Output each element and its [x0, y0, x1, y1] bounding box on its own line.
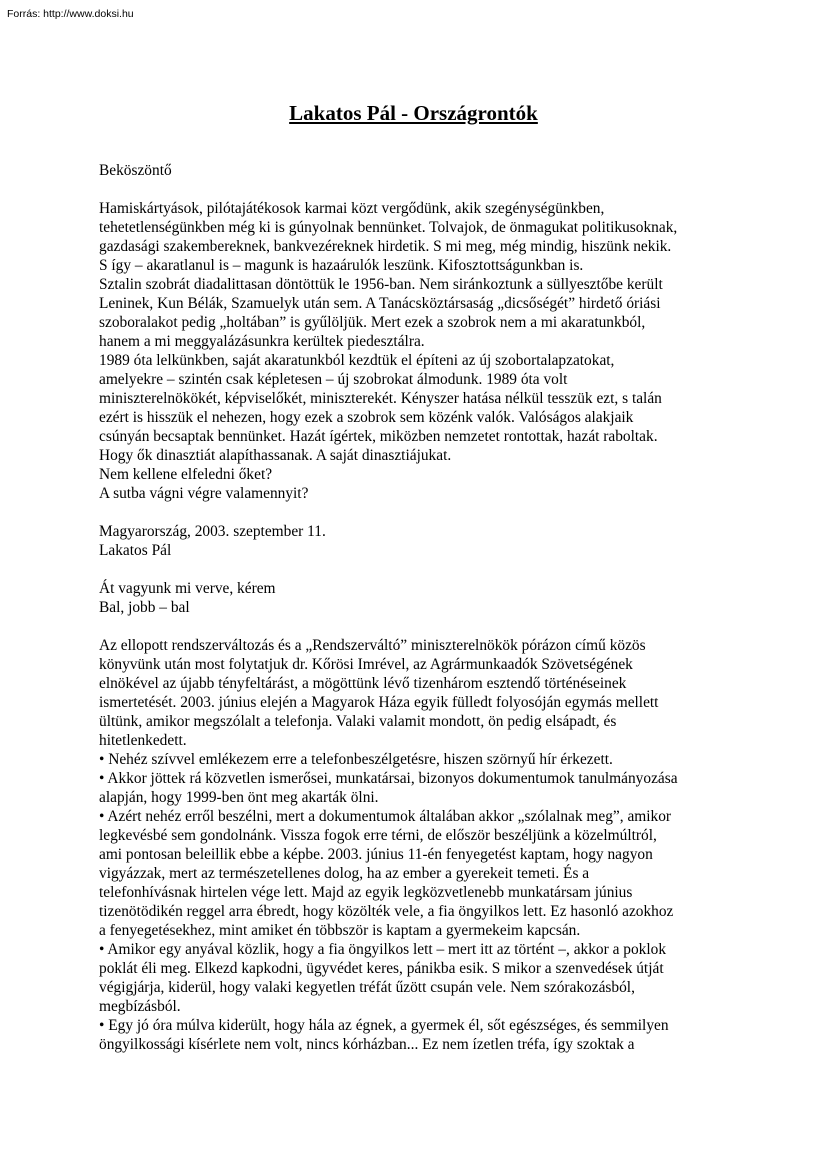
text-line: Át vagyunk mi verve, kérem	[99, 580, 276, 597]
text-line: • Egy jó óra múlva kiderült, hogy hála az égnek, a gyermek él, sőt egészséges, és semmilyen	[99, 1017, 669, 1034]
text-line: ezért is hisszük el nehezen, hogy ezek a szobrok sem közénk valók. Valóságos alakjaik	[99, 409, 634, 426]
text-line: gazdasági szakembereknek, bankvezéreknek hirdetik. S mi meg, még mindig, hiszünk nekik.	[99, 238, 672, 255]
paragraph-gap	[99, 503, 739, 522]
text-line: könyvünk után most folytatjuk dr. Kőrösi Imrével, az Agrármunkaadók Szövetségének	[99, 656, 633, 673]
text-line: ami pontosan beleillik ebbe a képbe. 2003. június 11-én fenyegetést kaptam, hogy nagyon	[99, 846, 653, 863]
text-line: csúnyán becsaptak bennünket. Hazát ígértek, miközben nemzetet rontottak, hazát raboltak.	[99, 428, 658, 445]
paragraph	[99, 522, 739, 560]
text-line: Az ellopott rendszerváltozás és a „Rendszerváltó” miniszterelnökök pórázon című közös	[99, 637, 646, 654]
text-line: végigjárja, kiderül, hogy valaki kegyetlen tréfát űzött csupán vele. Nem szórakozásból,	[99, 979, 635, 996]
text-line: Lakatos Pál	[99, 542, 172, 559]
text-line: elnökével az újabb tényfeltárást, a mögöttünk lévő tizenhárom esztendő történéseinek	[99, 675, 627, 692]
text-line: Sztalin szobrát diadalittasan döntöttük le 1956-ban. Nem siránkoztunk a süllyesztőbe került	[99, 276, 663, 293]
text-line: amelyekre – szintén csak képletesen – új szobrokat álmodunk. 1989 óta volt	[99, 371, 568, 388]
text-line: öngyilkossági kísérlete nem volt, nincs kórházban... Ez nem ízetlen tréfa, így szoktak a	[99, 1036, 635, 1053]
text-line: vigyázzak, mert az természetellenes dolog, ha az ember a gyerekeit temeti. És a	[99, 865, 590, 882]
text-line: • Amikor egy anyával közlik, hogy a fia öngyilkos lett – mert itt az történt –, akkor a poklok	[99, 941, 667, 958]
paragraph-gap	[99, 617, 739, 636]
text-line: • Nehéz szívvel emlékezem erre a telefonbeszélgetésre, hiszen szörnyű hír érkezett.	[99, 751, 613, 768]
text-line: • Azért nehéz erről beszélni, mert a dokumentumok általában akkor „szólalnak meg”, amikor	[99, 808, 672, 825]
text-line: szoboralakot pedig „holtában” is gyűlöljük. Mert ezek a szobrok nem a mi akaratunkból,	[99, 314, 646, 331]
text-line: alapján, hogy 1999-ben önt meg akarták ölni.	[99, 789, 379, 806]
text-line: S így – akaratlanul is – magunk is hazaárulók leszünk. Kifosztottságunkban is.	[99, 257, 584, 274]
text-line: megbízásból.	[99, 998, 181, 1015]
text-line: miniszterelnökökét, képviselőkét, miniszterekét. Kényszer hatása nélkül tesszük ezt, s talán	[99, 390, 662, 407]
text-line: Hamiskártyások, pilótajátékosok karmai közt vergődünk, akik szegénységünkben,	[99, 200, 605, 217]
text-line: telefonhívásnak hirtelen vége lett. Majd az egyik legközvetlenebb munkatársam június	[99, 884, 633, 901]
text-line: ültünk, amikor megszólalt a telefonja. Valaki valamit mondott, ön pedig elsápadt, és	[99, 713, 617, 730]
article-body	[99, 161, 739, 1054]
paragraph	[99, 161, 739, 180]
paragraph-gap	[99, 180, 739, 199]
text-line: Beköszöntő	[99, 162, 172, 179]
text-line: poklát éli meg. Elkezd kapkodni, ügyvédet keres, pánikba esik. S mikor a szenvedések útját	[99, 960, 664, 977]
paragraph	[99, 636, 739, 1054]
text-line: legkevésbé sem gondolnánk. Vissza fogok erre térni, de először beszéljünk a közelmúltról,	[99, 827, 657, 844]
page-title: Lakatos Pál - Országrontók	[289, 101, 538, 125]
source-note: Forrás: http://www.doksi.hu	[7, 8, 134, 20]
text-line: a fenyegetésekhez, mint amiket én többször is kaptam a gyermekeim kapcsán.	[99, 922, 581, 939]
text-line: tizenötödikén reggel arra ébredt, hogy közölték vele, a fia öngyilkos lett. Ez hasonló azokhoz	[99, 903, 674, 920]
paragraph	[99, 199, 739, 503]
text-line: tehetetlenségünkben még ki is gúnyolnak bennünket. Tolvajok, de önmagukat politikusoknak,	[99, 219, 678, 236]
text-line: Bal, jobb – bal	[99, 599, 190, 616]
text-line: Magyarország, 2003. szeptember 11.	[99, 523, 326, 540]
text-line: ismertetését. 2003. június elején a Magyarok Háza egyik fülledt folyosóján egymás mellett	[99, 694, 659, 711]
text-line: Leninek, Kun Bélák, Szamuelyk után sem. A Tanácsköztársaság „dicsőségét” hirdető óriási	[99, 295, 661, 312]
text-line: • Akkor jöttek rá közvetlen ismerősei, munkatársai, bizonyos dokumentumok tanulmányozása	[99, 770, 678, 787]
paragraph-gap	[99, 560, 739, 579]
text-line: A sutba vágni végre valamennyit?	[99, 485, 309, 502]
text-line: hitetlenkedett.	[99, 732, 187, 749]
text-line: 1989 óta lelkünkben, saját akaratunkból kezdtük el építeni az új szobortalapzatokat,	[99, 352, 615, 369]
paragraph	[99, 579, 739, 617]
text-line: Nem kellene elfeledni őket?	[99, 466, 273, 483]
text-line: Hogy ők dinasztiát alapíthassanak. A saját dinasztiájukat.	[99, 447, 452, 464]
text-line: hanem a mi meggyalázásunkra kerültek piedesztálra.	[99, 333, 425, 350]
